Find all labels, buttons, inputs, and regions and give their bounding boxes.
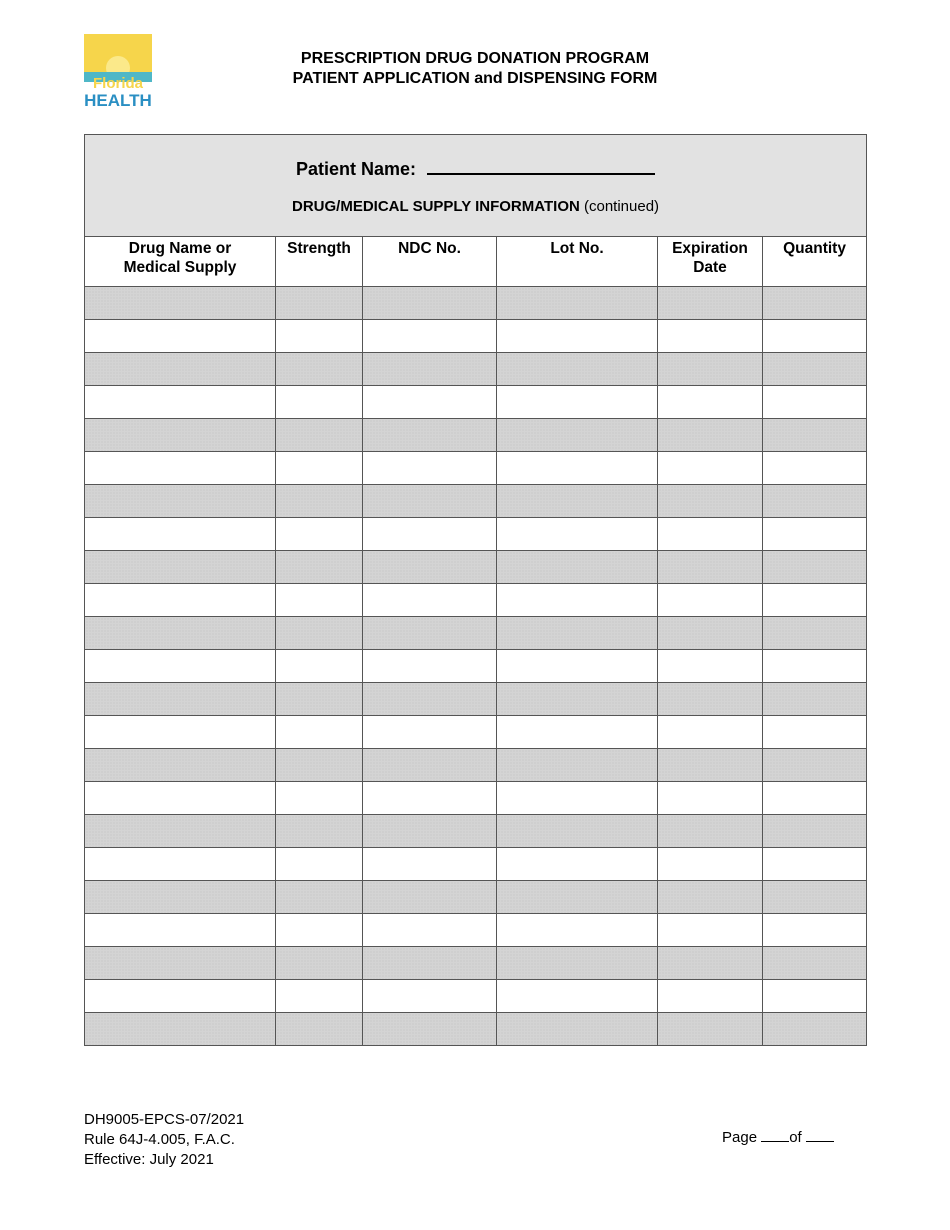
table-cell[interactable] bbox=[276, 848, 363, 881]
page-total-field[interactable] bbox=[806, 1129, 834, 1142]
table-cell[interactable] bbox=[763, 749, 867, 782]
column-header-line1: Quantity bbox=[783, 240, 846, 257]
florida-health-logo bbox=[84, 34, 152, 109]
section-title-suffix: (continued) bbox=[584, 198, 660, 215]
table-cell[interactable] bbox=[658, 287, 763, 320]
table-row bbox=[85, 584, 867, 617]
table-cell[interactable] bbox=[763, 716, 867, 749]
table-row bbox=[85, 881, 867, 914]
table-cell[interactable] bbox=[658, 947, 763, 980]
table-cell[interactable] bbox=[363, 353, 497, 386]
column-header bbox=[363, 237, 497, 287]
table-cell[interactable] bbox=[763, 419, 867, 452]
table-cell[interactable] bbox=[497, 485, 658, 518]
table-cell[interactable] bbox=[497, 320, 658, 353]
table-cell[interactable] bbox=[763, 287, 867, 320]
table-cell[interactable] bbox=[658, 749, 763, 782]
table-cell[interactable] bbox=[276, 914, 363, 947]
table-cell[interactable] bbox=[276, 452, 363, 485]
table-cell[interactable] bbox=[363, 287, 497, 320]
table-row bbox=[85, 353, 867, 386]
table-row bbox=[85, 947, 867, 980]
table-cell[interactable] bbox=[363, 980, 497, 1013]
column-header-row bbox=[85, 237, 867, 287]
table-cell[interactable] bbox=[658, 353, 763, 386]
table-cell[interactable] bbox=[85, 782, 276, 815]
table-cell[interactable] bbox=[363, 782, 497, 815]
form-title-line1: PRESCRIPTION DRUG DONATION PROGRAM bbox=[300, 50, 650, 67]
table-cell[interactable] bbox=[85, 386, 276, 419]
table-cell[interactable] bbox=[363, 485, 497, 518]
table-cell[interactable] bbox=[497, 914, 658, 947]
table-cell[interactable] bbox=[363, 650, 497, 683]
table-cell[interactable] bbox=[276, 551, 363, 584]
table-cell[interactable] bbox=[85, 518, 276, 551]
table-cell[interactable] bbox=[85, 881, 276, 914]
table-row bbox=[85, 485, 867, 518]
table-cell[interactable] bbox=[497, 716, 658, 749]
table-cell[interactable] bbox=[276, 650, 363, 683]
table-cell[interactable] bbox=[363, 749, 497, 782]
table-cell[interactable] bbox=[85, 353, 276, 386]
table-cell[interactable] bbox=[763, 386, 867, 419]
of-label: of bbox=[789, 1129, 802, 1146]
table-cell[interactable] bbox=[497, 419, 658, 452]
table-row bbox=[85, 683, 867, 716]
table-cell[interactable] bbox=[658, 848, 763, 881]
table-cell[interactable] bbox=[658, 980, 763, 1013]
table-cell[interactable] bbox=[763, 848, 867, 881]
table-cell[interactable] bbox=[363, 551, 497, 584]
table-cell[interactable] bbox=[276, 386, 363, 419]
table-cell[interactable] bbox=[763, 353, 867, 386]
table-cell[interactable] bbox=[276, 980, 363, 1013]
table-cell[interactable] bbox=[363, 419, 497, 452]
effective-date: Effective: July 2021 bbox=[84, 1151, 214, 1168]
table-cell[interactable] bbox=[363, 1013, 497, 1046]
table-cell[interactable] bbox=[763, 518, 867, 551]
column-header bbox=[497, 237, 658, 287]
table-cell[interactable] bbox=[276, 947, 363, 980]
table-cell[interactable] bbox=[658, 452, 763, 485]
table-cell[interactable] bbox=[763, 551, 867, 584]
column-header-line1: Expiration bbox=[672, 240, 748, 257]
column-header-line1: Drug Name or bbox=[128, 240, 232, 257]
column-header-line1: NDC No. bbox=[398, 240, 461, 257]
table-cell[interactable] bbox=[497, 749, 658, 782]
section-title-bold: DRUG/MEDICAL SUPPLY INFORMATION bbox=[292, 198, 580, 215]
table-cell[interactable] bbox=[85, 914, 276, 947]
table-cell[interactable] bbox=[85, 452, 276, 485]
table-cell[interactable] bbox=[363, 815, 497, 848]
table-cell[interactable] bbox=[497, 287, 658, 320]
table-row bbox=[85, 848, 867, 881]
table-cell[interactable] bbox=[363, 386, 497, 419]
table-cell[interactable] bbox=[363, 452, 497, 485]
table-cell[interactable] bbox=[85, 683, 276, 716]
table-cell[interactable] bbox=[276, 485, 363, 518]
drug-supply-table bbox=[84, 134, 867, 1046]
form-number: DH9005-EPCS-07/2021 bbox=[84, 1111, 245, 1128]
column-header-line2: Medical Supply bbox=[123, 259, 237, 276]
table-cell[interactable] bbox=[85, 815, 276, 848]
table-cell[interactable] bbox=[658, 485, 763, 518]
table-cell[interactable] bbox=[276, 287, 363, 320]
table-cell[interactable] bbox=[658, 617, 763, 650]
table-cell[interactable] bbox=[658, 419, 763, 452]
table-cell[interactable] bbox=[658, 320, 763, 353]
table-cell[interactable] bbox=[276, 320, 363, 353]
table-cell[interactable] bbox=[763, 980, 867, 1013]
column-header bbox=[85, 237, 276, 287]
table-cell[interactable] bbox=[763, 914, 867, 947]
table-row bbox=[85, 320, 867, 353]
table-row bbox=[85, 716, 867, 749]
column-header-line2: Date bbox=[693, 259, 727, 276]
table-cell[interactable] bbox=[276, 584, 363, 617]
patient-banner bbox=[85, 135, 867, 237]
table-cell[interactable] bbox=[497, 782, 658, 815]
table-row bbox=[85, 650, 867, 683]
form-title bbox=[200, 49, 750, 89]
table-cell[interactable] bbox=[85, 485, 276, 518]
table-cell[interactable] bbox=[497, 1013, 658, 1046]
table-cell[interactable] bbox=[497, 617, 658, 650]
table-cell[interactable] bbox=[763, 452, 867, 485]
table-cell[interactable] bbox=[363, 320, 497, 353]
table-cell[interactable] bbox=[276, 617, 363, 650]
table-row bbox=[85, 419, 867, 452]
table-cell[interactable] bbox=[497, 881, 658, 914]
table-cell[interactable] bbox=[497, 947, 658, 980]
table-cell[interactable] bbox=[276, 419, 363, 452]
table-cell[interactable] bbox=[497, 452, 658, 485]
table-cell[interactable] bbox=[658, 518, 763, 551]
table-row bbox=[85, 815, 867, 848]
table-cell[interactable] bbox=[363, 584, 497, 617]
table-cell[interactable] bbox=[363, 683, 497, 716]
page-label: Page bbox=[722, 1129, 758, 1146]
page-number-field[interactable] bbox=[761, 1129, 789, 1142]
table-cell[interactable] bbox=[658, 551, 763, 584]
rule-reference: Rule 64J-4.005, F.A.C. bbox=[84, 1131, 235, 1148]
table-cell[interactable] bbox=[363, 881, 497, 914]
table-cell[interactable] bbox=[763, 617, 867, 650]
table-cell[interactable] bbox=[497, 848, 658, 881]
table-cell[interactable] bbox=[85, 584, 276, 617]
table-cell[interactable] bbox=[276, 518, 363, 551]
table-cell[interactable] bbox=[658, 914, 763, 947]
table-cell[interactable] bbox=[363, 716, 497, 749]
table-cell[interactable] bbox=[85, 551, 276, 584]
table-cell[interactable] bbox=[276, 1013, 363, 1046]
table-row bbox=[85, 782, 867, 815]
table-cell[interactable] bbox=[363, 848, 497, 881]
table-cell[interactable] bbox=[276, 353, 363, 386]
column-header-line1: Strength bbox=[287, 240, 351, 257]
table-cell[interactable] bbox=[85, 287, 276, 320]
table-row bbox=[85, 617, 867, 650]
table-row bbox=[85, 287, 867, 320]
table-cell[interactable] bbox=[763, 947, 867, 980]
table-cell[interactable] bbox=[763, 815, 867, 848]
table-cell[interactable] bbox=[85, 320, 276, 353]
table-cell[interactable] bbox=[763, 683, 867, 716]
column-header bbox=[276, 237, 363, 287]
logo-text-florida: Florida bbox=[92, 75, 144, 92]
column-header bbox=[763, 237, 867, 287]
table-cell[interactable] bbox=[497, 650, 658, 683]
table-cell[interactable] bbox=[85, 419, 276, 452]
table-cell[interactable] bbox=[497, 815, 658, 848]
table-cell[interactable] bbox=[497, 551, 658, 584]
table-cell[interactable] bbox=[763, 584, 867, 617]
table-cell[interactable] bbox=[276, 749, 363, 782]
column-header bbox=[658, 237, 763, 287]
table-cell[interactable] bbox=[363, 518, 497, 551]
patient-name-field[interactable] bbox=[427, 157, 655, 175]
table-cell[interactable] bbox=[497, 386, 658, 419]
form-title-line2: PATIENT APPLICATION and DISPENSING FORM bbox=[292, 70, 658, 87]
table-cell[interactable] bbox=[276, 683, 363, 716]
table-cell[interactable] bbox=[763, 881, 867, 914]
patient-name-label: Patient Name: bbox=[296, 159, 417, 179]
table-cell[interactable] bbox=[363, 947, 497, 980]
table-cell[interactable] bbox=[85, 980, 276, 1013]
table-cell[interactable] bbox=[763, 485, 867, 518]
table-row bbox=[85, 914, 867, 947]
table-cell[interactable] bbox=[658, 716, 763, 749]
table-cell[interactable] bbox=[497, 980, 658, 1013]
table-cell[interactable] bbox=[763, 650, 867, 683]
table-cell[interactable] bbox=[85, 716, 276, 749]
table-cell[interactable] bbox=[497, 518, 658, 551]
table-row bbox=[85, 551, 867, 584]
table-cell[interactable] bbox=[85, 848, 276, 881]
table-row bbox=[85, 1013, 867, 1046]
table-cell[interactable] bbox=[658, 650, 763, 683]
table-cell[interactable] bbox=[85, 947, 276, 980]
table-cell[interactable] bbox=[763, 782, 867, 815]
table-cell[interactable] bbox=[276, 716, 363, 749]
table-row bbox=[85, 749, 867, 782]
table-cell[interactable] bbox=[363, 914, 497, 947]
form-identifiers bbox=[84, 1110, 244, 1170]
table-cell[interactable] bbox=[363, 617, 497, 650]
table-cell[interactable] bbox=[276, 881, 363, 914]
column-header-line1: Lot No. bbox=[550, 240, 604, 257]
table-cell[interactable] bbox=[763, 320, 867, 353]
table-row bbox=[85, 518, 867, 551]
table-cell[interactable] bbox=[85, 617, 276, 650]
table-row bbox=[85, 452, 867, 485]
table-cell[interactable] bbox=[497, 683, 658, 716]
table-row bbox=[85, 386, 867, 419]
page-numbering bbox=[722, 1129, 834, 1146]
table-cell[interactable] bbox=[85, 749, 276, 782]
table-cell[interactable] bbox=[658, 584, 763, 617]
table-cell[interactable] bbox=[85, 650, 276, 683]
table-cell[interactable] bbox=[497, 584, 658, 617]
table-cell[interactable] bbox=[497, 353, 658, 386]
table-cell[interactable] bbox=[763, 1013, 867, 1046]
table-cell[interactable] bbox=[276, 815, 363, 848]
table-cell[interactable] bbox=[658, 683, 763, 716]
table-cell[interactable] bbox=[276, 782, 363, 815]
table-cell[interactable] bbox=[658, 815, 763, 848]
logo-text-health: HEALTH bbox=[84, 91, 152, 109]
section-title bbox=[85, 198, 866, 215]
table-cell[interactable] bbox=[658, 782, 763, 815]
table-row bbox=[85, 980, 867, 1013]
table-cell[interactable] bbox=[85, 1013, 276, 1046]
patient-name-row bbox=[85, 157, 866, 180]
table-cell[interactable] bbox=[658, 1013, 763, 1046]
table-cell[interactable] bbox=[658, 386, 763, 419]
table-cell[interactable] bbox=[658, 881, 763, 914]
